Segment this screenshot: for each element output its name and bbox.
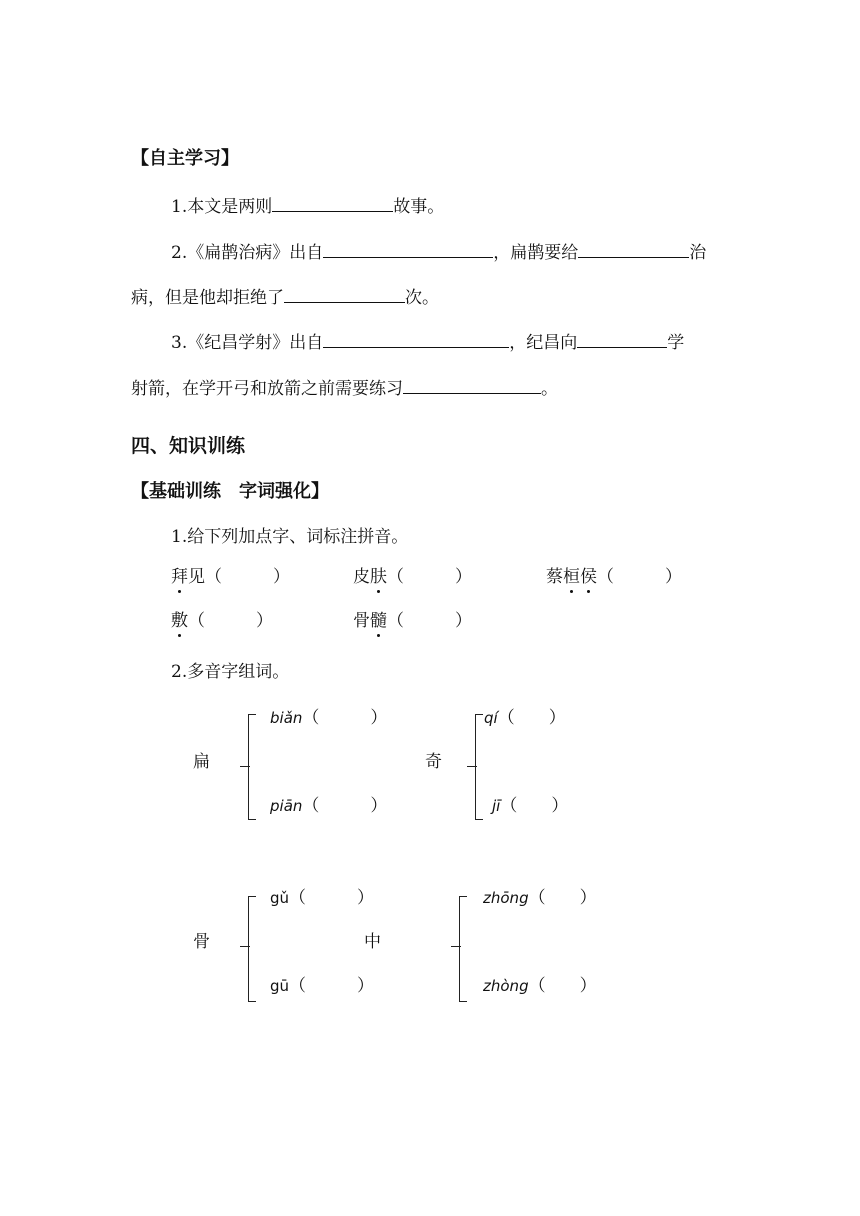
dotted-char: 肤 xyxy=(370,567,387,587)
answer-blank[interactable] xyxy=(403,378,541,394)
pinyin: qí xyxy=(484,709,498,727)
word-char: 见 xyxy=(188,567,205,587)
answer-blank[interactable] xyxy=(577,332,667,348)
answer-blank[interactable] xyxy=(272,196,393,212)
polyphone-char-bian: 扁 xyxy=(193,752,210,772)
dotted-char: 敷 xyxy=(171,611,188,631)
q3-text-c: 学 xyxy=(667,333,685,353)
answer-blank[interactable] xyxy=(323,242,493,258)
polyphone-top xyxy=(484,710,566,727)
pinyin: piān xyxy=(270,797,303,815)
brace-bian xyxy=(248,714,256,820)
word-item-pifu xyxy=(353,569,472,586)
answer-blank[interactable] xyxy=(323,332,509,348)
answer-paren[interactable]: （ ） xyxy=(302,796,388,816)
answer-paren[interactable]: （ ） xyxy=(528,888,597,908)
dotted-char: 髓 xyxy=(370,611,387,631)
answer-paren[interactable]: （ ） xyxy=(500,796,569,816)
polyphone-top xyxy=(270,710,387,727)
q2-text-a: 2.《扁鹊治病》出自 xyxy=(171,243,324,263)
answer-paren[interactable]: （ ） xyxy=(387,611,472,631)
q1-prefix: 1.本文是两则 xyxy=(171,197,273,217)
pinyin: zhòng xyxy=(483,977,529,995)
answer-blank[interactable] xyxy=(578,242,689,258)
brace-qi xyxy=(475,714,483,820)
question-1 xyxy=(171,196,444,216)
dotted-char: 桓 xyxy=(563,567,580,587)
q2-text-d: 病，但是他却拒绝了 xyxy=(131,288,284,308)
polyphone-bottom xyxy=(270,798,387,815)
answer-paren[interactable]: （ ） xyxy=(289,888,375,908)
polyphone-char-qi: 奇 xyxy=(425,752,442,772)
pinyin: gū xyxy=(270,977,290,995)
answer-paren[interactable]: （ ） xyxy=(205,567,290,587)
question-2-line-1 xyxy=(171,242,706,262)
word-char: 骨 xyxy=(353,611,370,631)
answer-paren[interactable]: （ ） xyxy=(597,567,682,587)
self-study-heading: 【自主学习】 xyxy=(131,148,239,169)
polyphone-top xyxy=(483,890,597,907)
polyphone-question-title: 2.多音字组词。 xyxy=(171,662,290,682)
q1-suffix: 故事。 xyxy=(393,197,445,217)
word-item-caihuanhou xyxy=(546,569,682,586)
answer-paren[interactable]: （ ） xyxy=(387,567,472,587)
pinyin: jī xyxy=(492,797,501,815)
basic-training-heading: 【基础训练 字词强化】 xyxy=(131,481,329,502)
polyphone-bottom xyxy=(483,978,597,995)
brace-gu xyxy=(248,896,256,1002)
question-3-line-1 xyxy=(171,332,684,352)
question-3-line-2 xyxy=(131,378,558,398)
dotted-char: 拜 xyxy=(171,567,188,587)
polyphone-char-gu: 骨 xyxy=(193,932,210,952)
polyphone-char-zhong: 中 xyxy=(364,932,381,952)
word-item-gusui xyxy=(353,613,472,630)
polyphone-top xyxy=(270,890,374,907)
q3-text-d: 射箭，在学开弓和放箭之前需要练习 xyxy=(131,379,403,399)
pinyin: gǔ xyxy=(270,889,290,907)
brace-zhong xyxy=(459,896,467,1002)
word-char: 皮 xyxy=(353,567,370,587)
q2-text-e: 次。 xyxy=(405,288,439,308)
pinyin: zhōng xyxy=(483,889,529,907)
answer-paren[interactable]: （ ） xyxy=(497,708,566,728)
q3-text-a: 3.《纪昌学射》出自 xyxy=(171,333,324,353)
q3-text-b: ，纪昌向 xyxy=(509,333,578,353)
answer-paren[interactable]: （ ） xyxy=(302,708,388,728)
question-2-line-2 xyxy=(131,287,439,307)
answer-paren[interactable]: （ ） xyxy=(188,611,273,631)
dotted-char: 侯 xyxy=(580,567,597,587)
answer-paren[interactable]: （ ） xyxy=(528,976,597,996)
q2-text-b: ，扁鹊要给 xyxy=(493,243,579,263)
section-four-title: 四、知识训练 xyxy=(131,435,246,457)
polyphone-bottom xyxy=(492,798,568,815)
polyphone-bottom xyxy=(270,978,374,995)
word-item-fu xyxy=(171,613,273,630)
q2-text-c: 治 xyxy=(689,243,707,263)
pinyin-question-title: 1.给下列加点字、词标注拼音。 xyxy=(171,527,409,547)
word-char: 蔡 xyxy=(546,567,563,587)
q3-text-e: 。 xyxy=(541,379,558,399)
answer-blank[interactable] xyxy=(284,287,405,303)
answer-paren[interactable]: （ ） xyxy=(289,976,375,996)
pinyin: biǎn xyxy=(270,709,303,727)
word-item-baijian xyxy=(171,569,290,586)
